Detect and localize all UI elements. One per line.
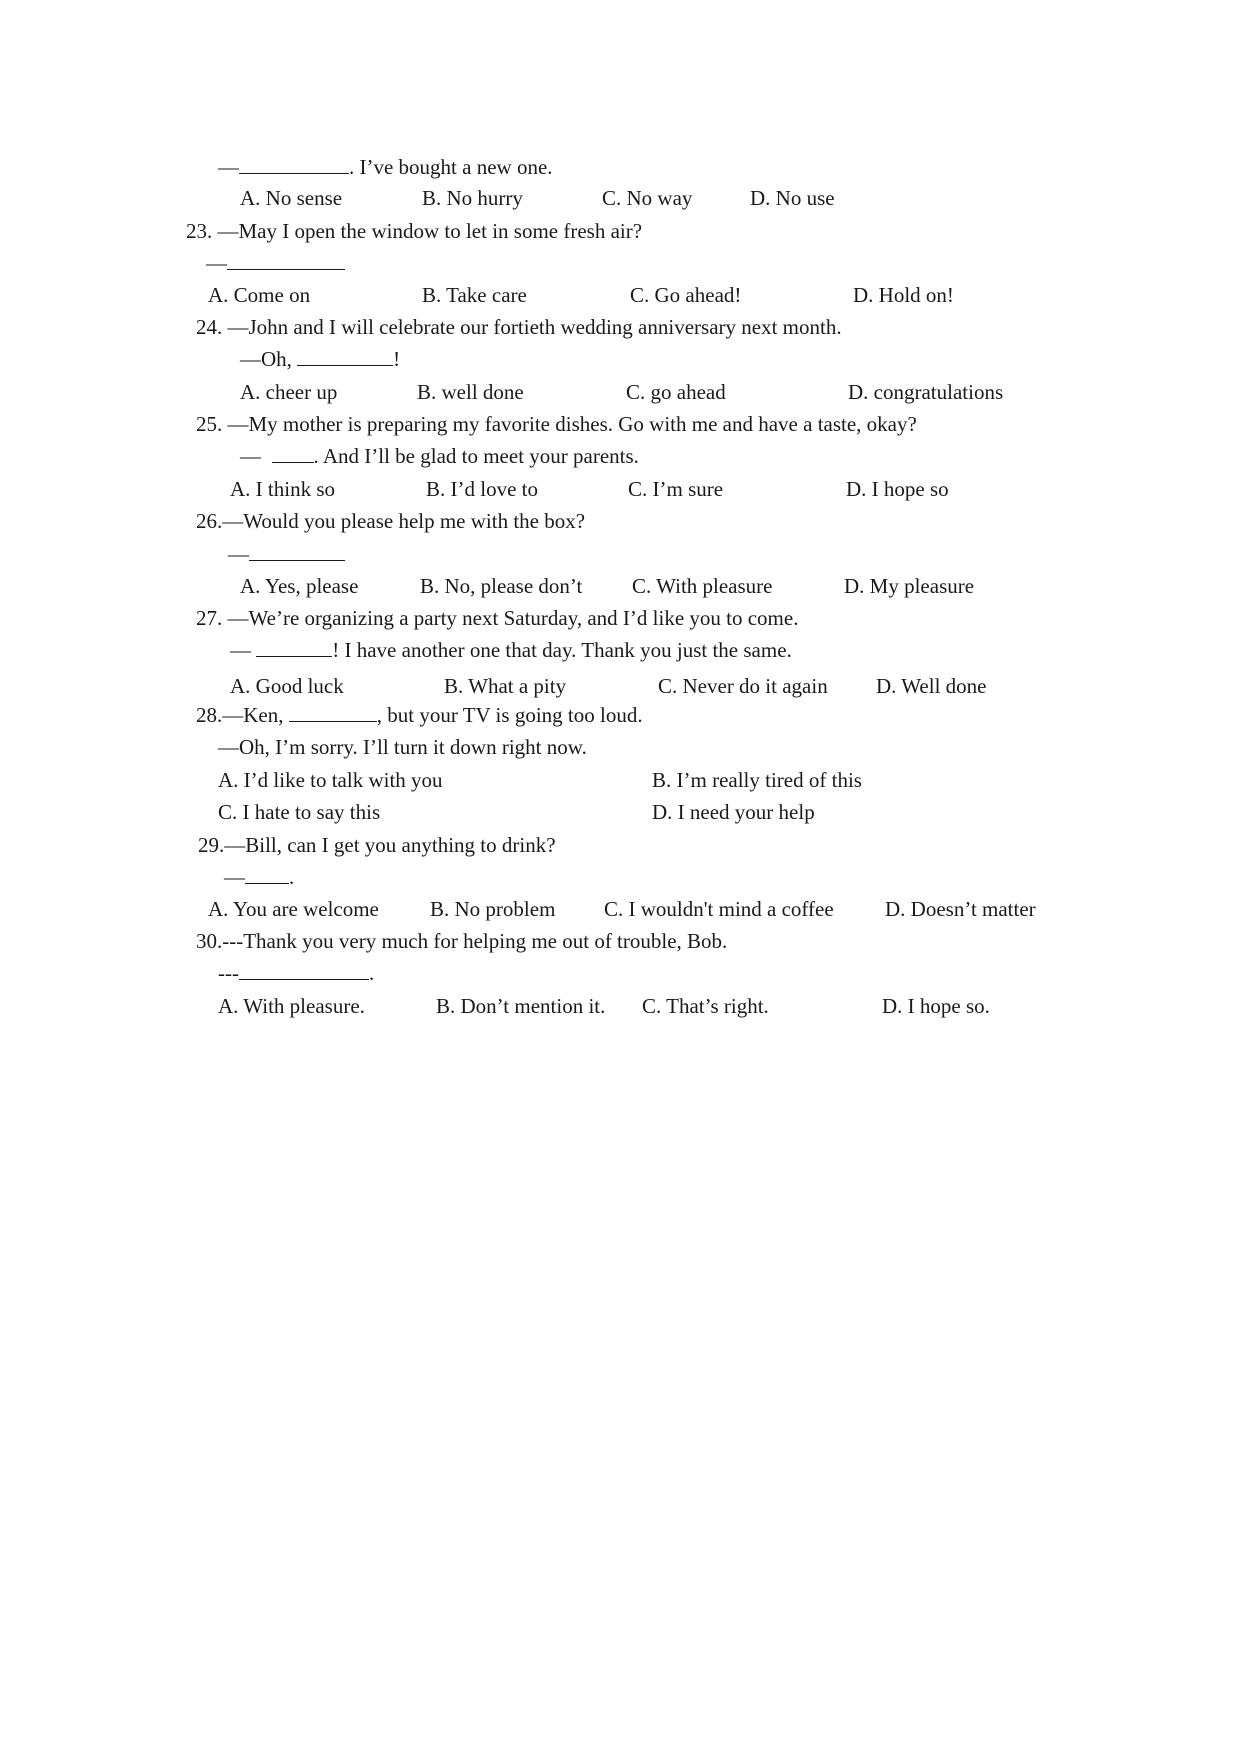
q22-reply-line	[218, 155, 553, 179]
q24-prompt: —John and I will celebrate our fortieth wedding anniversary next month.	[227, 315, 842, 339]
q25-answer-blank	[272, 444, 314, 463]
q28-number: 28.	[196, 703, 223, 727]
q29-reply-dash: —	[224, 865, 245, 889]
q29-option-d: D. Doesn’t matter	[885, 897, 1036, 921]
q23-option-b: B. Take care	[422, 283, 527, 307]
q30-reply-end: .	[368, 961, 375, 985]
q29-option-a: A. You are welcome	[208, 897, 379, 921]
q30-option-d: D. I hope so.	[882, 994, 990, 1018]
q28-prompt-end: , but your TV is going too loud.	[376, 703, 643, 727]
q24-option-b: B. well done	[417, 380, 524, 404]
q22-option-c: C. No way	[602, 186, 693, 210]
q25-option-c: C. I’m sure	[628, 477, 724, 501]
q30-answer-blank	[239, 961, 369, 980]
q24-option-d: D. congratulations	[848, 380, 1004, 404]
q27-option-d: D. Well done	[876, 674, 987, 698]
q28-option-b: B. I’m really tired of this	[652, 768, 862, 792]
q28-option-d: D. I need your help	[652, 800, 815, 824]
q30-option-b: B. Don’t mention it.	[436, 994, 606, 1018]
q29-answer-blank	[245, 865, 289, 884]
q25-prompt-line	[196, 412, 917, 436]
q25-option-b: B. I’d love to	[426, 477, 538, 501]
q22-option-d: D. No use	[750, 186, 835, 210]
q29-option-c: C. I wouldn't mind a coffee	[604, 897, 834, 921]
q28-reply-line: —Oh, I’m sorry. I’ll turn it down right now.	[218, 735, 587, 759]
q23-prompt: —May I open the window to let in some fresh air?	[217, 219, 643, 243]
q25-option-d: D. I hope so	[846, 477, 949, 501]
q28-option-a: A. I’d like to talk with you	[218, 768, 443, 792]
q26-prompt-line	[196, 509, 585, 533]
q27-answer-blank	[256, 638, 332, 657]
q27-prompt-line	[196, 606, 798, 630]
q27-reply-dash: —	[230, 638, 257, 662]
q22-option-a: A. No sense	[240, 186, 343, 210]
q26-prompt: —Would you please help me with the box?	[222, 509, 586, 533]
q26-option-c: C. With pleasure	[632, 574, 773, 598]
q27-reply-text: ! I have another one that day. Thank you just the same.	[332, 638, 792, 662]
q30-option-a: A. With pleasure.	[218, 994, 365, 1018]
q23-option-c: C. Go ahead!	[630, 283, 742, 307]
q26-number: 26.	[196, 509, 223, 533]
q24-reply-end: !	[393, 347, 401, 371]
q24-number: 24.	[196, 315, 223, 339]
q22-answer-blank	[239, 155, 349, 174]
q30-option-c: C. That’s right.	[642, 994, 769, 1018]
q24-reply-line	[240, 347, 400, 371]
q25-option-a: A. I think so	[230, 477, 335, 501]
q24-option-a: A. cheer up	[240, 380, 338, 404]
q29-prompt: —Bill, can I get you anything to drink?	[224, 833, 556, 857]
q25-reply-line	[240, 444, 639, 468]
q28-prompt-line	[196, 703, 643, 727]
q29-number: 29.	[198, 833, 225, 857]
q29-reply-end: .	[289, 865, 295, 889]
q27-reply-line	[230, 638, 792, 662]
q25-number: 25.	[196, 412, 223, 436]
q24-prompt-line	[196, 315, 842, 339]
q26-reply-line	[228, 542, 345, 566]
q23-reply-line	[206, 251, 345, 275]
q26-option-d: D. My pleasure	[844, 574, 975, 598]
q23-number: 23.	[186, 219, 213, 243]
q29-prompt-line	[198, 833, 556, 857]
q26-answer-blank	[249, 542, 345, 561]
q23-answer-blank	[227, 251, 345, 270]
q24-reply-text: —Oh,	[240, 347, 298, 371]
q29-option-b: B. No problem	[430, 897, 556, 921]
q27-option-a: A. Good luck	[230, 674, 344, 698]
q26-option-b: B. No, please don’t	[420, 574, 583, 598]
q27-option-c: C. Never do it again	[658, 674, 828, 698]
q26-reply-dash: —	[228, 542, 249, 566]
q30-reply-line	[218, 961, 374, 985]
q23-option-a: A. Come on	[208, 283, 311, 307]
q30-prompt: ---Thank you very much for helping me out of trouble, Bob.	[222, 929, 728, 953]
q25-reply-text: . And I’ll be glad to meet your parents.	[313, 444, 639, 468]
q25-reply-dash: —	[240, 444, 272, 468]
q28-prompt-start: —Ken,	[222, 703, 289, 727]
q28-answer-blank	[289, 703, 377, 722]
q30-prompt-line	[196, 929, 727, 953]
q27-option-b: B. What a pity	[444, 674, 567, 698]
q29-reply-line	[224, 865, 294, 889]
q22-reply-text: . I’ve bought a new one.	[349, 155, 553, 179]
q24-answer-blank	[297, 347, 393, 366]
q25-prompt: —My mother is preparing my favorite dishes. Go with me and have a taste, okay?	[227, 412, 917, 436]
q23-reply-dash: —	[206, 251, 227, 275]
q24-option-c: C. go ahead	[626, 380, 726, 404]
q28-option-c: C. I hate to say this	[218, 800, 381, 824]
q23-prompt-line	[186, 219, 642, 243]
q22-option-b: B. No hurry	[422, 186, 523, 210]
q30-reply-dash: ---	[218, 961, 239, 985]
q27-prompt: —We’re organizing a party next Saturday, and I’d like you to come.	[227, 606, 799, 630]
q22-reply-dash: —	[218, 155, 239, 179]
q23-option-d: D. Hold on!	[853, 283, 954, 307]
q26-option-a: A. Yes, please	[240, 574, 359, 598]
q30-number: 30.	[196, 929, 223, 953]
q27-number: 27.	[196, 606, 223, 630]
